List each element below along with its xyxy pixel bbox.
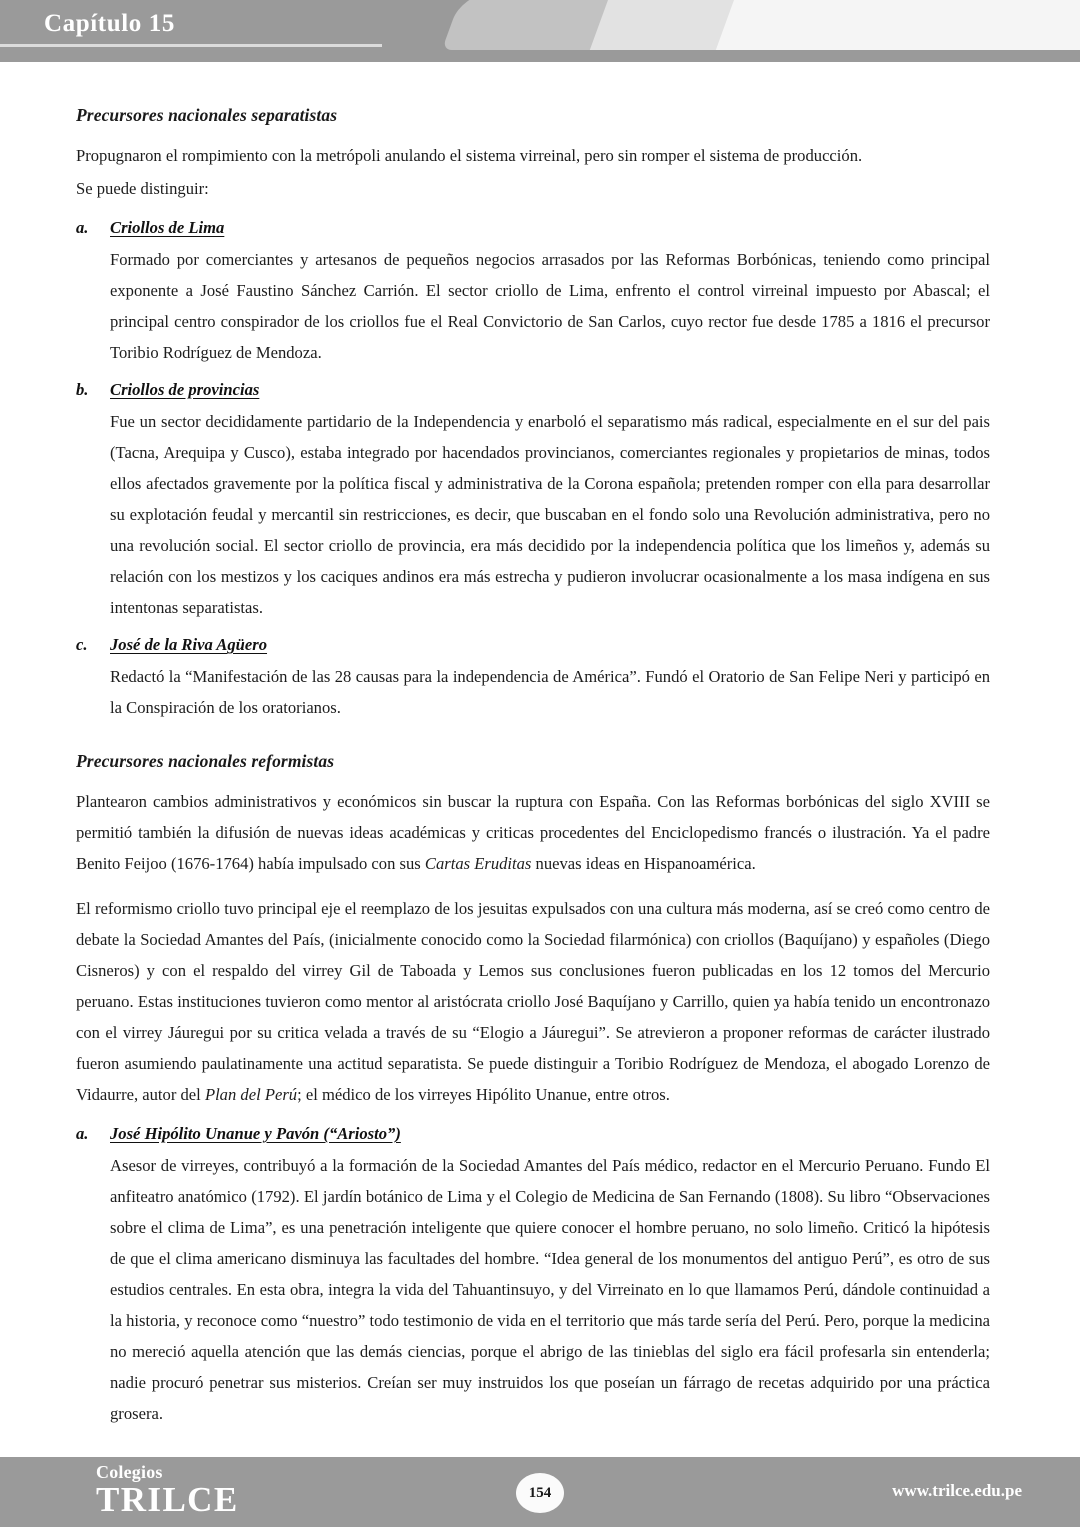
chapter-title: Capítulo 15 bbox=[44, 10, 175, 37]
section-heading-separatistas: Precursores nacionales separatistas bbox=[76, 105, 338, 125]
item-body: Formado por comerciantes y artesanos de pequeños negocios arrasados por las Reformas Borbónicas, teniendo como principal exponente a José Faustino Sánchez Carrión. El sector criollo de Lima, enfrento el control virreinal impuesto por Abascal; el principal centro conspirador de los criollos fue el Real Convictorio de San Carlos, cuyo rector fue desde 1785 a 1816 el precursor Toribio Rodríguez de Mendoza. bbox=[110, 250, 990, 362]
header-band-light bbox=[590, 0, 738, 50]
item-letter: c. bbox=[76, 635, 88, 654]
section2-paragraph-1 bbox=[76, 786, 990, 879]
list-item bbox=[76, 218, 990, 238]
section1-intro-line1: Propugnaron el rompimiento con la metrópoli anulando el sistema virreinal, pero sin romper el sistema de producción. bbox=[76, 146, 863, 165]
para2-italic-title: Plan del Perú bbox=[204, 1085, 298, 1104]
page-header bbox=[0, 0, 1080, 62]
page-content bbox=[76, 105, 990, 1431]
header-band-mid bbox=[442, 0, 612, 50]
item-body: Fue un sector decididamente partidario de la Independencia y enarboló el separatismo más radical, especialmente en el sur del pais (Tacna, Arequipa y Cusco), estaba integrado por hacendados provincianos, comerciantes regionales y propietarios de minas, todos ellos afectados gravemente por la política fiscal y administrativa de la Corona española; pretenden romper con ella para desarrollar su explotación feudal y mercantil sin restricciones, es decir, que buscaban en el fondo solo una Revolución administrativa, pero no una revolución social. El sector criollo de provincia, era más decidido por la independencia política que los limeños y, además su relación con los mestizos y los caciques andinos era más estrecha y pudieron involucrar ocasionalmente a los masa indígena en sus intentonas separatistas. bbox=[110, 412, 990, 617]
header-rule bbox=[0, 44, 382, 47]
item-body: Redactó la “Manifestación de las 28 causas para la independencia de América”. Fundó el Oratorio de San Felipe Neri y participó en la Conspiración de los oratorianos. bbox=[110, 667, 990, 717]
para2-part1: El reformismo criollo tuvo principal eje el reemplazo de los jesuitas expulsados con una cultura más moderna, así se creó como centro de debate la Sociedad Amantes del País, (inicialmente conocido como la Sociedad filarmónica) con criollos (Baquíjano) y españoles (Diego Cisneros) y con el respaldo del virrey Gil de Taboada y Lemos sus conclusiones fueron publicadas en los 12 tomos del Mercurio peruano. Estas instituciones tuvieron como mentor al aristócrata criollo José Baquíjano y Carrillo, quien ya había tenido un encontronazo con el virrey Jáuregui por su critica velada a través de su “Elogio a Jáuregui”. Se atrevieron a proponer reformas de carácter ilustrado fueron asumiendo paulatinamente una actitud separatista. Se puede distinguir a Toribio Rodríguez de Mendoza, el abogado Lorenzo de Vidaurre, autor del bbox=[76, 899, 990, 1104]
website-url[interactable]: www.trilce.edu.pe bbox=[892, 1481, 1022, 1500]
brand-logo-top: Colegios bbox=[96, 1462, 163, 1482]
item-title: José Hipólito Unanue y Pavón (“Ariosto”) bbox=[110, 1124, 401, 1143]
para1-part2: nuevas ideas en Hispanoamérica. bbox=[531, 854, 756, 873]
page-number-badge: 154 bbox=[516, 1473, 564, 1513]
section1-intro-line2: Se puede distinguir: bbox=[76, 179, 209, 198]
para2-part2: ; el médico de los virreyes Hipólito Unanue, entre otros. bbox=[297, 1085, 670, 1104]
section-heading-reformistas: Precursores nacionales reformistas bbox=[76, 751, 335, 771]
item-title: José de la Riva Agüero bbox=[110, 635, 268, 654]
list-item bbox=[76, 635, 990, 655]
brand-logo-main: TRILCE bbox=[96, 1480, 239, 1519]
para1-italic-title: Cartas Eruditas bbox=[424, 854, 532, 873]
brand-logo bbox=[96, 1463, 239, 1518]
list-item bbox=[76, 1124, 990, 1144]
item-title: Criollos de provincias bbox=[110, 380, 260, 399]
item-letter: a. bbox=[76, 218, 89, 237]
item-title: Criollos de Lima bbox=[110, 218, 225, 237]
header-band-white bbox=[716, 0, 1080, 50]
list-item bbox=[76, 380, 990, 400]
para1-part1: Plantearon cambios administrativos y económicos sin buscar la ruptura con España. Con las Reformas borbónicas del siglo XVIII se permitió también la difusión de nuevas ideas académicas y criticas procedentes del Enciclopedismo francés o ilustración. Ya el padre Benito Feijoo (1676-1764) había impulsado con sus bbox=[76, 792, 990, 873]
item-body: Asesor de virreyes, contribuyó a la formación de la Sociedad Amantes del País médico, redactor en el Mercurio Peruano. Fundo El anfiteatro anatómico (1792). El jardín botánico de Lima y el Colegio de Medicina de San Fernando (1808). Su libro “Observaciones sobre el clima de Lima”, es una penetración inteligente que quiere conocer el hombre peruano, no solo limeño. Criticó la hipótesis de que el clima americano disminuya las facultades del hombre. “Idea general de los monumentos del antiguo Perú”, es otro de sus estudios centrales. En esta obra, integra la vida del Tahuantinsuyo, y del Virreinato en lo que llamamos Perú, dándole continuidad a la historia, y reconoce como “nuestro” todo testimonio de vida en el territorio que más tarde sería del Perú. Pero, porque la medicina no mereció aquella atención que las demás ciencias, porque el abrigo de las tinieblas del siglo era fácil profesarla sin entenderla; nadie procuró penetrar sus misterios. Creían ser muy instruidos los que poseían un fárrago de recetas adquirido por una práctica grosera. bbox=[110, 1156, 990, 1423]
item-letter: a. bbox=[76, 1124, 89, 1143]
page-footer bbox=[0, 1457, 1080, 1527]
section2-paragraph-2 bbox=[76, 893, 990, 1110]
item-letter: b. bbox=[76, 380, 89, 399]
